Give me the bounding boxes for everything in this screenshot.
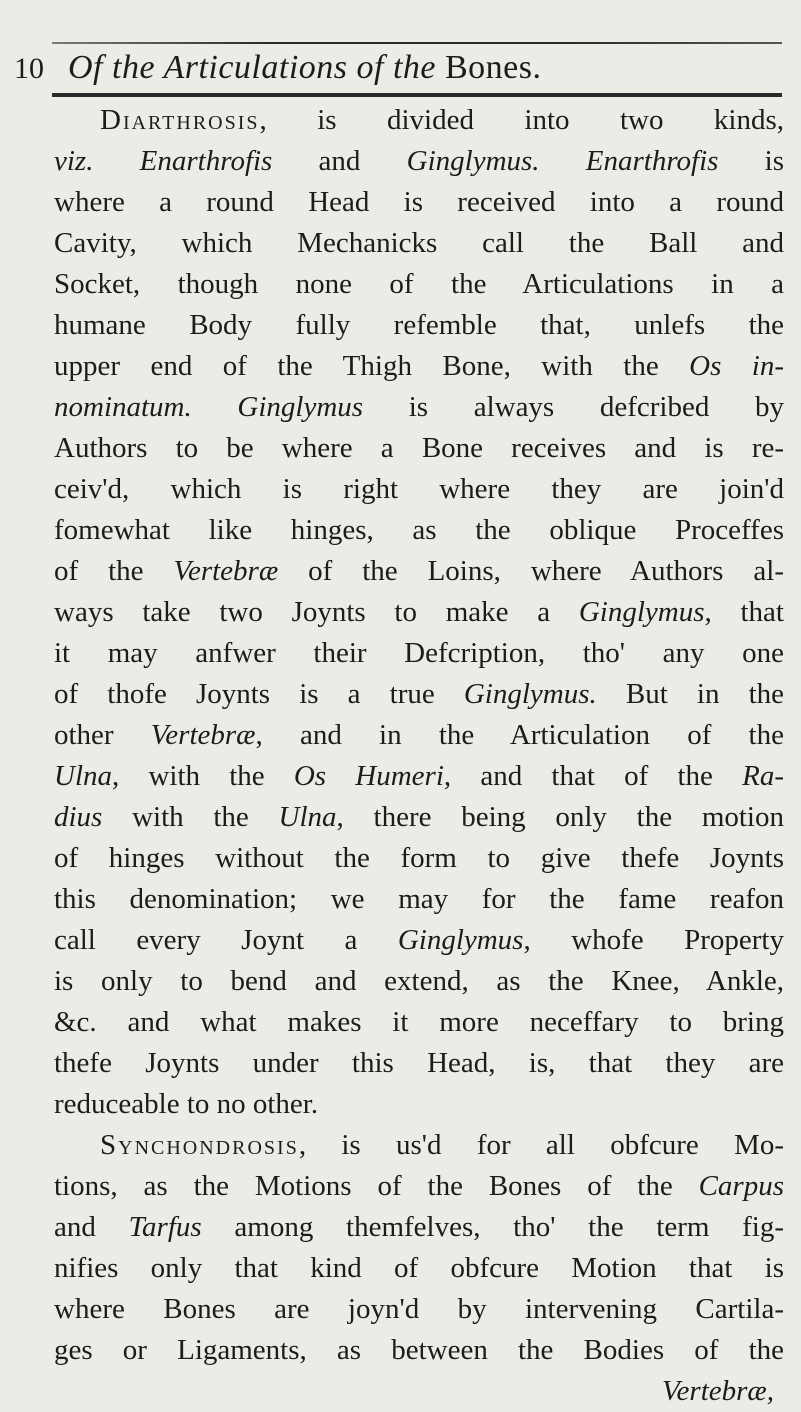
text-line bbox=[54, 510, 784, 551]
text-segment: But in the bbox=[596, 678, 785, 710]
text-segment: of the bbox=[54, 555, 174, 587]
catchword: Vertebræ, bbox=[662, 1375, 774, 1407]
text-line bbox=[54, 141, 784, 182]
text-line bbox=[54, 1043, 784, 1084]
text-segment: , is divided into two kinds, bbox=[259, 104, 784, 136]
text-segment: Cavity, which Mechanicks call the Ball and bbox=[54, 227, 784, 259]
text-segment: thefe Joynts under this Head, is, that they are bbox=[54, 1047, 784, 1079]
text-segment: Ginglymus. bbox=[463, 678, 597, 710]
text-line bbox=[54, 305, 784, 346]
text-segment: Ra- bbox=[742, 760, 784, 792]
text-segment: Ginglymus. Enarthrofis bbox=[406, 145, 719, 177]
text-line bbox=[54, 551, 784, 592]
text-segment: Ulna bbox=[54, 760, 112, 792]
text-line bbox=[54, 1125, 784, 1166]
running-head-main: Articulations of the bbox=[163, 49, 436, 86]
text-segment: this denomination; we may for the fame reafon bbox=[54, 883, 784, 915]
text-line bbox=[54, 674, 784, 715]
text-segment: other bbox=[54, 719, 151, 751]
text-segment: call every Joynt a bbox=[54, 924, 398, 956]
text-line bbox=[54, 1084, 784, 1125]
text-segment: viz. Enarthrofis bbox=[54, 145, 273, 177]
text-line bbox=[54, 223, 784, 264]
text-segment: , there being only the motion bbox=[336, 801, 784, 833]
text-line bbox=[54, 1248, 784, 1289]
text-segment: of the Loins, where Authors al- bbox=[278, 555, 784, 587]
text-segment: of thofe Joynts is a true bbox=[54, 678, 464, 710]
body-text bbox=[54, 100, 784, 1412]
running-head-end: Bones. bbox=[435, 49, 542, 86]
text-segment: &c. and what makes it more neceffary to bring bbox=[54, 1006, 784, 1038]
text-segment: ceiv'd, which is right where they are join'd bbox=[54, 473, 784, 505]
text-segment: Ginglymus bbox=[397, 924, 524, 956]
text-line bbox=[54, 633, 784, 674]
running-head-prefix: Of the bbox=[68, 49, 164, 86]
text-segment: Tarfus bbox=[128, 1211, 202, 1243]
text-segment: tions, as the Motions of the Bones of the bbox=[54, 1170, 699, 1202]
text-segment: Authors to be where a Bone receives and is re- bbox=[54, 432, 784, 464]
text-line bbox=[54, 1330, 784, 1371]
text-segment: among themfelves, tho' the term fig- bbox=[201, 1211, 784, 1243]
text-segment: Vertebræ bbox=[173, 555, 279, 587]
text-segment: is only to bend and extend, as the Knee, Ankle, bbox=[54, 965, 784, 997]
text-segment: and bbox=[272, 145, 407, 177]
running-head bbox=[68, 50, 541, 86]
text-line bbox=[54, 756, 784, 797]
text-segment: , and in the Articulation of the bbox=[255, 719, 784, 751]
text-segment: fomewhat like hinges, as the oblique Proceffes bbox=[54, 514, 784, 546]
text-line bbox=[54, 346, 784, 387]
text-segment: is always defcribed by bbox=[363, 391, 784, 423]
text-segment: ges or Ligaments, as between the Bodies of the bbox=[54, 1334, 784, 1366]
text-segment: dius bbox=[54, 801, 103, 833]
text-line bbox=[54, 797, 784, 838]
text-segment: Os Humeri bbox=[293, 760, 444, 792]
text-line bbox=[54, 879, 784, 920]
text-line bbox=[54, 469, 784, 510]
text-segment: , with the bbox=[112, 760, 294, 792]
text-segment: is bbox=[718, 145, 784, 177]
text-line bbox=[54, 387, 784, 428]
text-line bbox=[54, 428, 784, 469]
text-segment: , that bbox=[704, 596, 784, 628]
text-line bbox=[54, 715, 784, 756]
text-segment: Vertebræ bbox=[150, 719, 256, 751]
text-segment: nifies only that kind of obfcure Motion that is bbox=[54, 1252, 784, 1284]
text-segment: Carpus bbox=[698, 1170, 784, 1202]
text-segment: with the bbox=[102, 801, 279, 833]
text-line bbox=[54, 920, 784, 961]
text-segment: Ginglymus bbox=[578, 596, 705, 628]
text-line bbox=[54, 838, 784, 879]
text-segment: humane Body fully refemble that, unlefs the bbox=[54, 309, 784, 341]
text-segment: Socket, though none of the Articulations in a bbox=[54, 268, 784, 300]
text-line bbox=[54, 592, 784, 633]
text-segment: where a round Head is received into a round bbox=[54, 186, 784, 218]
text-line bbox=[54, 1289, 784, 1330]
text-line bbox=[54, 264, 784, 305]
text-line bbox=[54, 100, 784, 141]
text-segment: , and that of the bbox=[443, 760, 743, 792]
text-segment: , is us'd for all obfcure Mo- bbox=[298, 1129, 784, 1161]
text-segment: , whofe Property bbox=[523, 924, 784, 956]
text-segment: Diarthrosis bbox=[100, 104, 260, 136]
text-line bbox=[54, 1166, 784, 1207]
text-line bbox=[54, 182, 784, 223]
header-rule bbox=[52, 93, 782, 97]
text-line bbox=[54, 961, 784, 1002]
text-line bbox=[54, 1002, 784, 1043]
page-number: 10 bbox=[14, 52, 44, 85]
text-segment: ways take two Joynts to make a bbox=[54, 596, 579, 628]
text-segment: nominatum. Ginglymus bbox=[54, 391, 364, 423]
header-top-rule bbox=[52, 42, 782, 44]
text-segment: Synchondrosis bbox=[100, 1129, 299, 1161]
text-segment: of hinges without the form to give thefe Joynts bbox=[54, 842, 784, 874]
text-segment: it may anfwer their Defcription, tho' any one bbox=[54, 637, 784, 669]
text-segment: where Bones are joyn'd by intervening Cartila- bbox=[54, 1293, 784, 1325]
text-segment: and bbox=[54, 1211, 129, 1243]
text-segment: Os in- bbox=[689, 350, 784, 382]
text-segment: reduceable to no other. bbox=[54, 1088, 319, 1120]
text-segment: upper end of the Thigh Bone, with the bbox=[54, 350, 690, 382]
text-segment: Ulna bbox=[278, 801, 337, 833]
text-line bbox=[54, 1207, 784, 1248]
